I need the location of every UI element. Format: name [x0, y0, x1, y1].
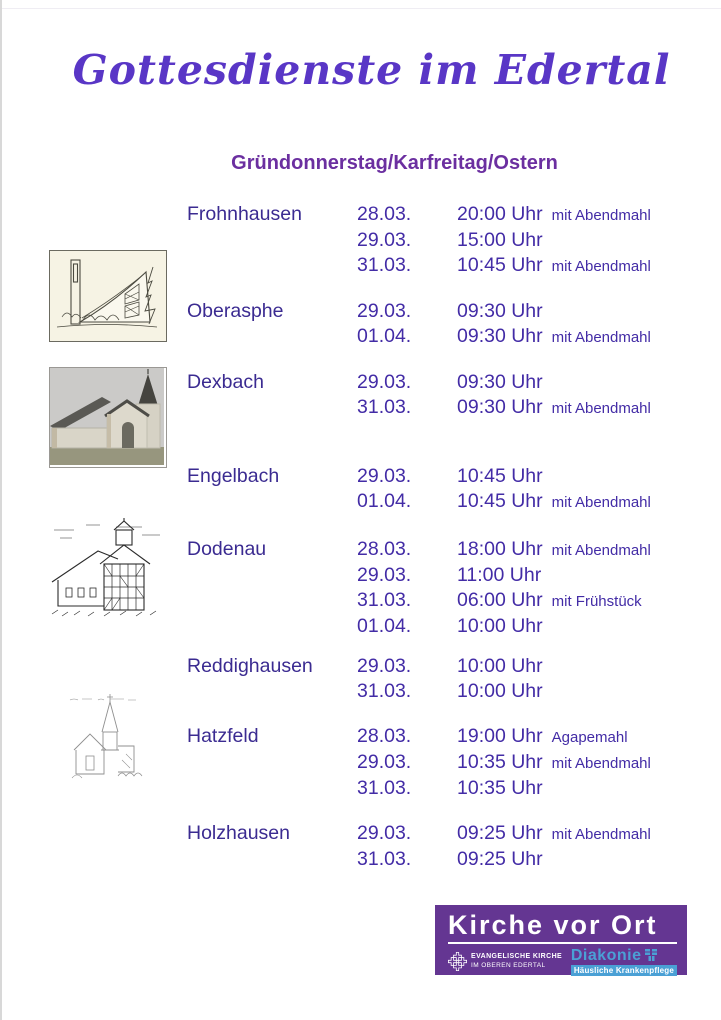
service-lines — [357, 202, 717, 279]
service-row — [357, 299, 717, 324]
service-date: 01.04. — [357, 325, 412, 347]
service-date: 29.03. — [357, 564, 412, 586]
service-lines — [357, 724, 717, 801]
service-note: mit Abendmahl — [551, 329, 651, 346]
service-time: 09:30 Uhr — [457, 371, 543, 393]
service-time: 10:00 Uhr — [457, 680, 543, 702]
service-row — [357, 750, 717, 776]
evangelische-kirche-logo — [448, 952, 562, 971]
service-lines — [357, 821, 717, 872]
service-schedule — [187, 202, 717, 892]
church-org-line1: EVANGELISCHE KIRCHE — [471, 953, 563, 961]
service-time: 10:35 Uhr — [457, 751, 543, 773]
service-lines — [357, 370, 717, 421]
service-date: 28.03. — [357, 538, 412, 560]
place-name: Engelbach — [187, 465, 280, 487]
service-row — [357, 614, 717, 639]
service-time: 15:00 Uhr — [457, 229, 543, 251]
service-date: 01.04. — [357, 490, 412, 512]
service-row — [357, 776, 717, 801]
service-row — [357, 847, 717, 872]
service-date: 31.03. — [357, 848, 412, 870]
cross-of-crosses-icon — [448, 952, 467, 971]
place-name: Dexbach — [187, 371, 264, 393]
service-row — [357, 654, 717, 679]
service-time: 10:00 Uhr — [457, 615, 543, 637]
place-name: Dodenau — [187, 538, 267, 560]
service-row — [357, 395, 717, 421]
service-row — [357, 202, 717, 228]
service-row — [357, 537, 717, 563]
service-time: 10:45 Uhr — [457, 490, 543, 512]
banner-title: Kirche vor Ort — [448, 910, 658, 940]
service-group-hatzfeld — [187, 724, 717, 801]
service-lines — [357, 464, 717, 515]
service-note: mit Abendmahl — [551, 400, 651, 417]
diakonie-subtitle: Häusliche Krankenpflege — [571, 965, 677, 976]
place-name: Reddighausen — [187, 655, 313, 677]
service-lines — [357, 537, 717, 639]
service-row — [357, 324, 717, 350]
service-lines — [357, 299, 717, 350]
service-row — [357, 679, 717, 704]
place-name: Oberasphe — [187, 300, 284, 322]
service-note: Agapemahl — [551, 729, 628, 746]
service-date: 31.03. — [357, 777, 412, 799]
service-time: 09:25 Uhr — [457, 848, 543, 870]
service-row — [357, 489, 717, 515]
service-time: 09:30 Uhr — [457, 396, 543, 418]
service-row — [357, 563, 717, 588]
service-time: 11:00 Uhr — [457, 564, 542, 586]
service-note: mit Abendmahl — [551, 258, 651, 275]
place-name: Frohnhausen — [187, 203, 302, 225]
service-date: 31.03. — [357, 589, 412, 611]
service-group-reddighausen — [187, 654, 717, 704]
service-date: 29.03. — [357, 229, 412, 251]
service-row — [357, 821, 717, 847]
service-time: 10:35 Uhr — [457, 777, 543, 799]
diakonie-title: Diakonie — [570, 946, 642, 964]
kirche-vor-ort-banner — [435, 905, 687, 975]
service-time: 20:00 Uhr — [457, 203, 543, 225]
service-row — [357, 464, 717, 489]
service-time: 09:30 Uhr — [457, 300, 543, 322]
page-top-rule — [2, 8, 721, 9]
service-time: 09:30 Uhr — [457, 325, 543, 347]
service-note: mit Abendmahl — [551, 207, 651, 224]
service-row — [357, 370, 717, 395]
place-name: Holzhausen — [187, 822, 290, 844]
service-date: 29.03. — [357, 371, 412, 393]
service-date: 29.03. — [357, 655, 412, 677]
service-time: 09:25 Uhr — [457, 822, 543, 844]
service-time: 19:00 Uhr — [457, 725, 543, 747]
service-row — [357, 228, 717, 253]
service-group-dexbach — [187, 370, 717, 421]
stone-church-photo — [49, 367, 167, 468]
service-time: 10:45 Uhr — [457, 254, 543, 276]
service-date: 29.03. — [357, 751, 412, 773]
service-note: mit Abendmahl — [551, 494, 651, 511]
service-time: 10:00 Uhr — [457, 655, 543, 677]
service-time: 18:00 Uhr — [457, 538, 543, 560]
service-date: 31.03. — [357, 680, 412, 702]
service-time: 10:45 Uhr — [457, 465, 543, 487]
service-note: mit Frühstück — [551, 593, 642, 610]
service-date: 28.03. — [357, 725, 412, 747]
service-date: 31.03. — [357, 254, 412, 276]
service-group-dodenau — [187, 537, 717, 639]
service-date: 29.03. — [357, 300, 412, 322]
modern-church-line-drawing-icon — [49, 250, 167, 342]
service-note: mit Abendmahl — [551, 755, 651, 772]
service-group-frohnhausen — [187, 202, 717, 279]
service-date: 01.04. — [357, 615, 412, 637]
page-subtitle: Gründonnerstag/Karfreitag/Ostern — [231, 152, 558, 174]
kronenkreuz-icon — [645, 949, 658, 962]
half-timbered-church-drawing-icon — [46, 518, 170, 635]
church-pencil-sketch-icon — [62, 688, 146, 790]
service-date: 29.03. — [357, 465, 412, 487]
service-row — [357, 253, 717, 279]
banner-divider — [448, 942, 677, 944]
service-date: 29.03. — [357, 822, 412, 844]
service-date: 28.03. — [357, 203, 412, 225]
service-note: mit Abendmahl — [551, 542, 651, 559]
church-org-line2: IM OBEREN EDERTAL — [471, 962, 546, 969]
page-title: Gottesdienste im Edertal — [72, 46, 671, 94]
service-group-holzhausen — [187, 821, 717, 872]
service-date: 31.03. — [357, 396, 412, 418]
service-time: 06:00 Uhr — [457, 589, 543, 611]
diakonie-logo — [571, 948, 677, 976]
service-row — [357, 588, 717, 614]
service-row — [357, 724, 717, 750]
service-group-engelbach — [187, 464, 717, 515]
service-group-oberasphe — [187, 299, 717, 350]
service-lines — [357, 654, 717, 704]
place-name: Hatzfeld — [187, 725, 259, 747]
service-note: mit Abendmahl — [551, 826, 651, 843]
